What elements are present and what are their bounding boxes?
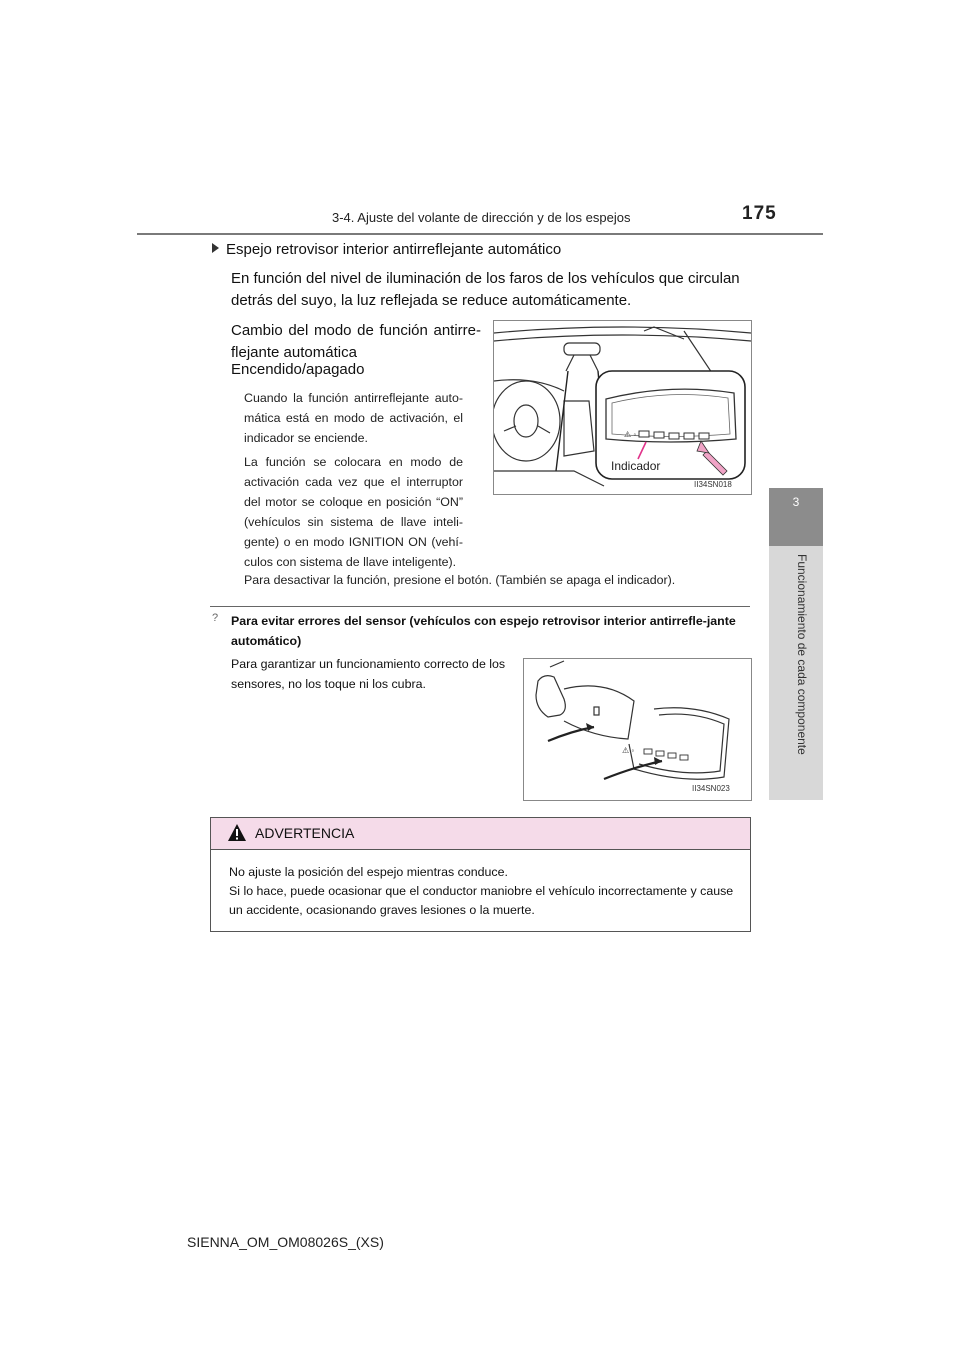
svg-text:⚠ ◦: ⚠ ◦ [622,746,635,755]
svg-text:⚠ ◦: ⚠ ◦ [624,430,637,439]
intro-paragraph: En función del nivel de iluminación de los faros de los vehículos que circulan detrás del suyo, la luz reflejada se reduce automáticamente. [231,270,740,309]
warning-triangle-icon [227,823,247,842]
warning-box [210,817,751,932]
figure2-code: II34SN023 [692,784,730,793]
note-text: Para garantizar un funcionamiento correcto de los sensores, no los toque ni los cubra. [231,657,506,691]
warning-line-2: Si lo hace, puede ocasionar que el conductor maniobre el vehículo incorrectamente y cause un accidente, ocasionando graves lesiones o la muerte. [229,884,734,917]
header-rule [137,233,823,235]
note-heading: Para evitar errores del sensor (vehículos con espejo retrovisor interior antirrefle-jante automático) [231,614,736,648]
section-heading [212,241,561,258]
page-number: 175 [742,203,777,224]
mirror-figure [493,320,752,495]
warning-header [211,818,750,850]
paragraph-deactivate: Para desactivar la función, presione el botón. (También se apaga el indicador). [244,573,676,587]
triangle-bullet-icon [212,243,219,253]
sensor-figure [523,658,752,801]
warning-body [229,863,743,920]
mirror-illustration [494,321,751,494]
indicator-callout: Indicador [611,459,661,473]
paragraph-indicator: Cuando la función antirreflejante auto-mática está en modo de activación, el indicador se enciende. [244,391,463,445]
warning-line-1: No ajuste la posición del espejo mientras conduce. [229,865,508,879]
on-off-label: Encendido/apagado [231,361,365,378]
chapter-title: Funcionamiento de cada componente [795,554,809,755]
note-marker: ? [212,612,219,624]
section-heading-text: Espejo retrovisor interior antirreflejante automático [226,241,562,258]
mode-title: Cambio del modo de función antirre-flejante automática [231,322,481,361]
warning-label: ADVERTENCIA [255,825,355,841]
figure1-code: II34SN018 [694,480,732,489]
sensor-illustration [524,659,751,800]
section-title: 3-4. Ajuste del volante de dirección y de los espejos [332,210,631,225]
footer-doc-id: SIENNA_OM_OM08026S_(XS) [187,1234,384,1250]
note-divider [210,606,750,607]
paragraph-activation: La función se colocara en modo de activación cada vez que el interruptor del motor se coloque en posición “ON” (vehículos sin sistema de llave inteli-gente) o en modo IGNITION ON (vehí-culos con sistema de llave inteligente). [244,455,463,569]
chapter-number: 3 [792,495,800,509]
